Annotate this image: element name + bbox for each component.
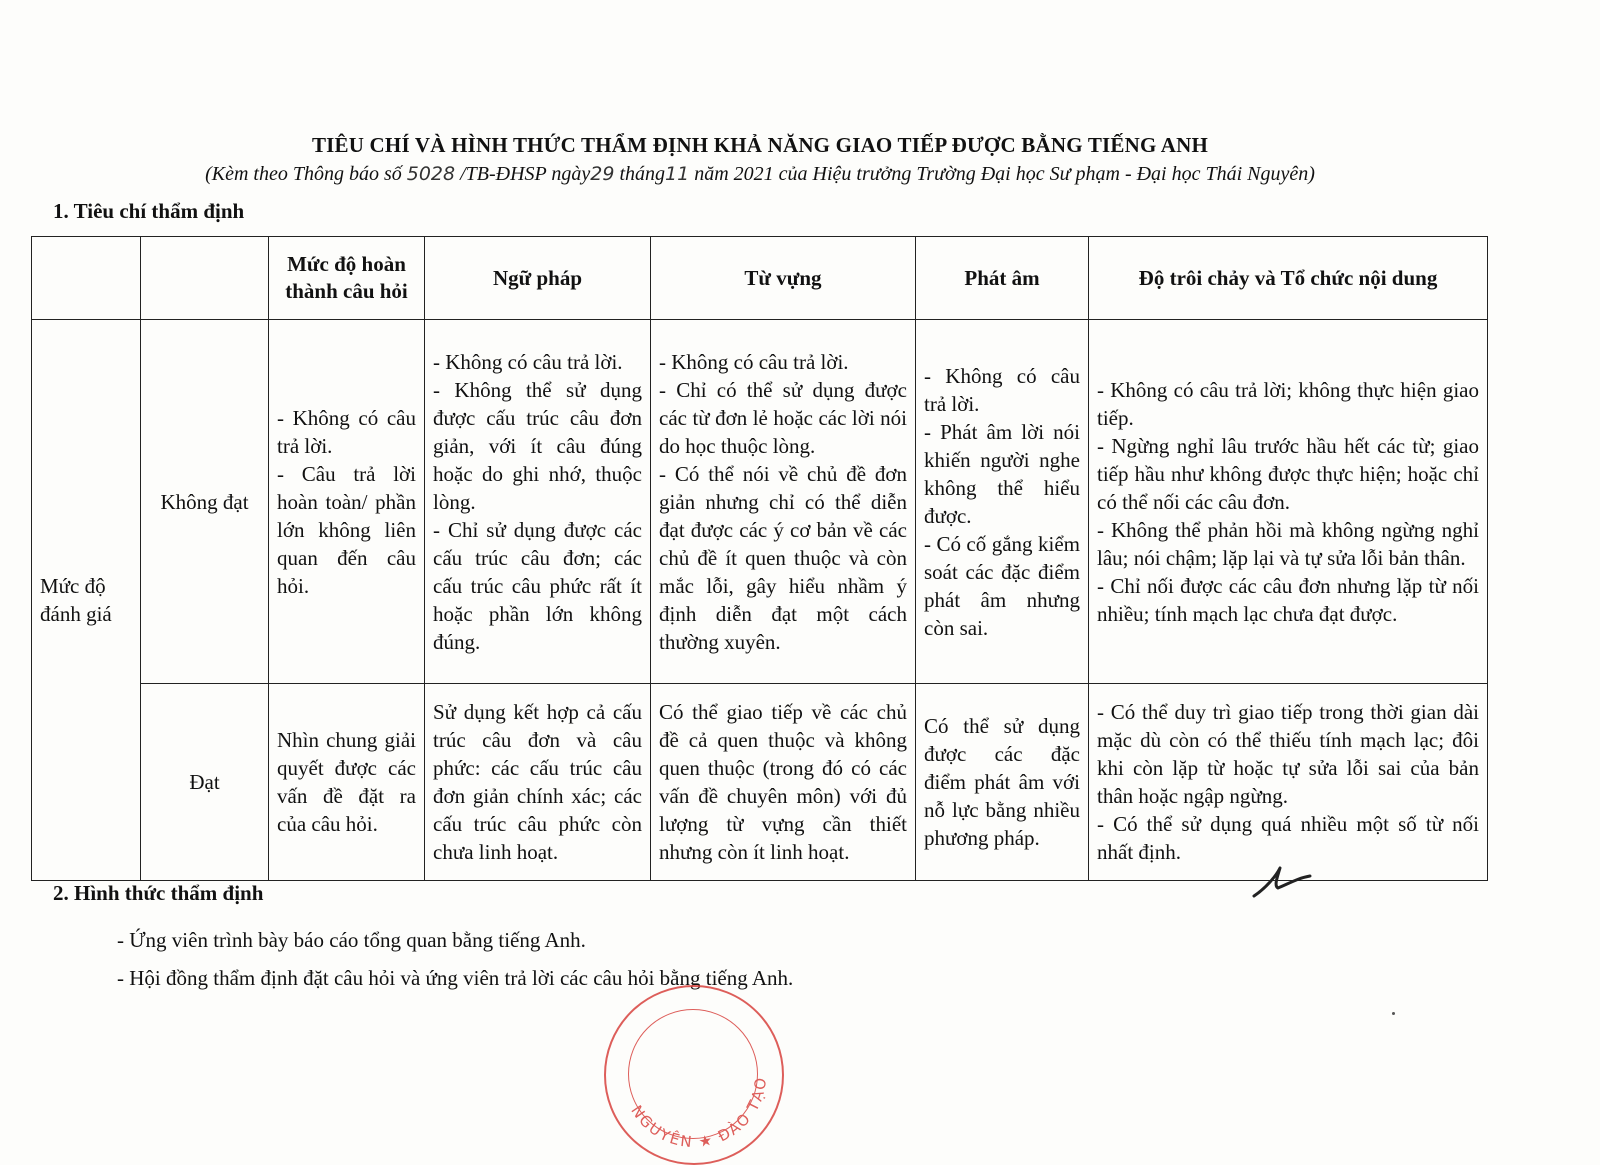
fluency-cell: - Có thể duy trì giao tiếp trong thời gian dài mặc dù còn có thể thiếu tính mạch lạc; đôi khi còn lặp từ hoặc tự sửa lỗi sai của bản thân hoặc ngập ngừng. - Có thể sử dụng quá nhiều một số từ nối nhất định.: [1089, 684, 1488, 881]
level-label: Không đạt: [141, 320, 269, 684]
handwritten-notice-number: 5028: [406, 163, 456, 185]
criteria-table: [31, 236, 1488, 881]
header-cell-empty-1: [32, 237, 141, 320]
header-vocabulary: Từ vựng: [651, 237, 916, 320]
format-bullet-1: - Ứng viên trình bày báo cáo tổng quan bằng tiếng Anh.: [117, 928, 586, 952]
signature-mark: [1250, 862, 1314, 902]
section-heading-format: 2. Hình thức thẩm định: [53, 881, 264, 905]
grammar-cell: - Không có câu trả lời. - Không thể sử dụng được cấu trúc câu đơn giản, với ít câu đúng hoặc do ghi nhớ, thuộc lòng. - Chỉ sử dụng được các cấu trúc câu đơn; các cấu trúc câu phức rất ít hoặc phần lớn không đúng.: [425, 320, 651, 684]
pronunciation-cell: - Không có câu trả lời. - Phát âm lời nói khiến người nghe không thể hiểu được. - Có cố gắng kiểm soát các đặc điểm phát âm nhưng còn sai.: [916, 320, 1089, 684]
header-fluency: Độ trôi chảy và Tổ chức nội dung: [1089, 237, 1488, 320]
completion-cell: - Không có câu trả lời. - Câu trả lời hoàn toàn/ phần lớn không liên quan đến câu hỏi.: [269, 320, 425, 684]
header-cell-empty-2: [141, 237, 269, 320]
handwritten-day: 29: [590, 163, 615, 185]
header-completion: Mức độ hoàn thành câu hỏi: [269, 237, 425, 320]
vocabulary-cell: Có thể giao tiếp về các chủ đề cả quen thuộc và không quen thuộc (trong đó có các vấn đề chuyên môn) với đủ lượng từ vựng cần thiết nhưng còn ít linh hoạt.: [651, 684, 916, 881]
subtitle-part1: (Kèm theo Thông báo số: [205, 163, 407, 185]
document-subtitle: [0, 163, 1520, 186]
seal-lettering: [606, 987, 782, 1163]
table-row: [32, 320, 1488, 684]
vocabulary-cell: - Không có câu trả lời. - Chỉ có thể sử dụng được các từ đơn lẻ hoặc các lời nói do học thuộc lòng. - Có thể nói về chủ đề đơn giản nhưng chỉ có thể diễn đạt được các ý cơ bản về các chủ đề ít quen thuộc và còn mắc lỗi, gây hiểu nhầm ý định diễn đạt một cách thường xuyên.: [651, 320, 916, 684]
speck: [1392, 1012, 1395, 1015]
header-pronunciation: Phát âm: [916, 237, 1089, 320]
row-group-label: Mức độ đánh giá: [32, 320, 141, 881]
fluency-cell: - Không có câu trả lời; không thực hiện giao tiếp. - Ngừng nghỉ lâu trước hầu hết các từ; giao tiếp hầu như không được thực hiện; hoặc chỉ có thể nối các câu đơn. - Không thể phản hồi mà không ngừng nghỉ lâu; nói chậm; lặp lại và tự sửa lỗi bản thân. - Chỉ nối được các câu đơn nhưng lặp từ nối nhiều; tính mạch lạc chưa đạt được.: [1089, 320, 1488, 684]
table-row: [32, 684, 1488, 881]
completion-cell: Nhìn chung giải quyết được các vấn đề đặt ra của câu hỏi.: [269, 684, 425, 881]
subtitle-part4: năm 2021 của Hiệu trưởng Trường Đại học Sư phạm - Đại học Thái Nguyên): [689, 163, 1315, 185]
format-bullet-2: - Hội đồng thẩm định đặt câu hỏi và ứng viên trả lời các câu hỏi bằng tiếng Anh.: [117, 966, 794, 990]
svg-text:NGUYÊN ★ ĐÀO TẠO: NGUYÊN ★ ĐÀO TẠO: [627, 1075, 771, 1152]
header-grammar: Ngữ pháp: [425, 237, 651, 320]
table-header-row: [32, 237, 1488, 320]
section-heading-criteria: 1. Tiêu chí thẩm định: [53, 199, 245, 223]
subtitle-part2: /TB-ĐHSP ngày: [455, 163, 591, 185]
handwritten-month: 11: [665, 163, 690, 185]
pronunciation-cell: Có thể sử dụng được các đặc điểm phát âm với nỗ lực bằng nhiều phương pháp.: [916, 684, 1089, 881]
subtitle-part3: tháng: [614, 163, 666, 185]
official-seal: [604, 985, 784, 1165]
level-label: Đạt: [141, 684, 269, 881]
document-title: TIÊU CHÍ VÀ HÌNH THỨC THẨM ĐỊNH KHẢ NĂNG GIAO TIẾP ĐƯỢC BẰNG TIẾNG ANH: [311, 133, 1209, 157]
grammar-cell: Sử dụng kết hợp cả cấu trúc câu đơn và câu phức: các cấu trúc câu đơn giản chính xác; các cấu trúc câu phức còn chưa linh hoạt.: [425, 684, 651, 881]
